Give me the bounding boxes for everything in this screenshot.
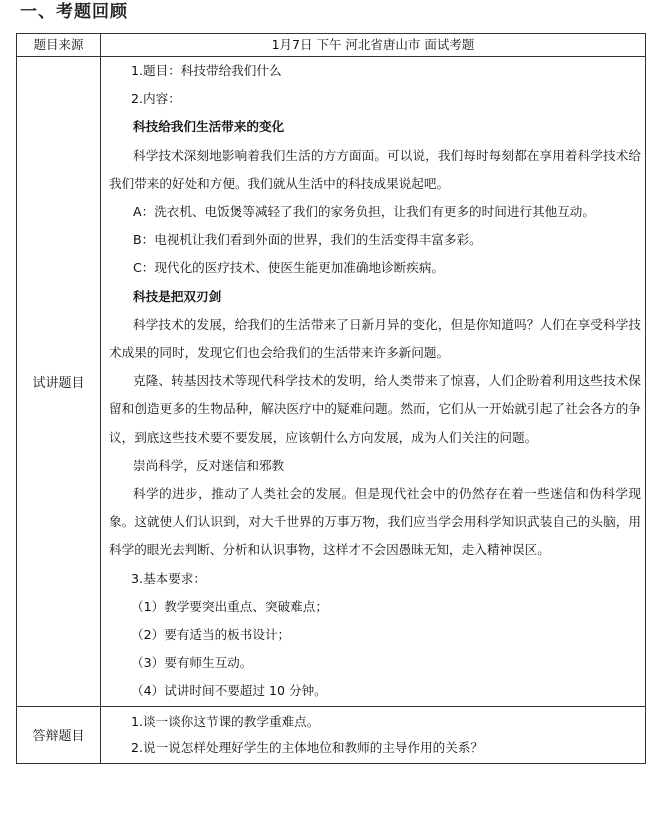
section-heading: 一、考题回顾: [20, 2, 128, 22]
exam-table: [16, 33, 646, 764]
content-paragraph-2: 科学技术的发展，给我们的生活带来了日新月异的变化，但是你知道吗？人们在享受科学技术成果的同时，发现它们也会给我们的生活带来许多新问题。: [109, 316, 641, 361]
source-value: 1月7日 下午 河北省唐山市 面试考题: [101, 34, 646, 57]
content-paragraph-3: 克隆、转基因技术等现代科学技术的发明，给人类带来了惊喜，人们企盼着利用这些技术保留和创造更多的生物品种，解决医疗中的疑难问题。然而，它们从一开始就引起了社会各方的争议，到底这些技术要不要发展，应该朝什么方向发展，成为人们关注的问题。: [109, 373, 641, 445]
content-point-a: A：洗衣机、电饭煲等减轻了我们的家务负担，让我们有更多的时间进行其他互动。: [133, 204, 595, 220]
defense-question-1: 1.谈一谈你这节课的教学重难点。: [131, 713, 320, 729]
content-heading-1: 科技给我们生活带来的变化: [133, 119, 285, 135]
content-heading-3: 崇尚科学，反对迷信和邪教: [133, 457, 285, 473]
source-label: 题目来源: [17, 34, 101, 57]
table-header-row: [17, 34, 646, 57]
content-paragraph-1: 科学技术深刻地影响着我们生活的方方面面。可以说，我们每时每刻都在享用着科学技术给我们带来的好处和方便。我们就从生活中的科技成果说起吧。: [109, 147, 641, 191]
lecture-item-3: 3.基本要求：: [131, 570, 206, 586]
content-point-b: B：电视机让我们看到外面的世界，我们的生活变得丰富多彩。: [133, 232, 482, 248]
content-point-c: C：现代化的医疗技术、使医生能更加准确地诊断疾病。: [133, 260, 445, 276]
lecture-item-2: 2.内容：: [131, 91, 181, 107]
lecture-label: 试讲题目: [17, 57, 101, 707]
content-paragraph-4: 科学的进步，推动了人类社会的发展。但是现代社会中的仍然存在着一些迷信和伪科学现象。这就使人们认识到，对大千世界的万事万物，我们应当学会用科学知识武装自己的头脑，用科学的眼光去判断、分析和认识事物，这样才不会因愚昧无知，走入精神误区。: [109, 486, 641, 558]
requirement-3: （3）要有师生互动。: [131, 655, 253, 671]
defense-label: 答辩题目: [17, 706, 101, 763]
defense-row: [17, 706, 646, 763]
defense-question-2: 2.说一说怎样处理好学生的主体地位和教师的主导作用的关系？: [131, 739, 484, 755]
defense-content: [101, 706, 646, 763]
lecture-item-1: 1.题目：科技带给我们什么: [131, 63, 282, 78]
requirement-2: （2）要有适当的板书设计；: [131, 627, 291, 643]
requirement-4: （4）试讲时间不要超过 10 分钟。: [131, 683, 327, 699]
lecture-content: [101, 57, 646, 707]
content-heading-2: 科技是把双刃剑: [133, 288, 222, 304]
requirement-1: （1）教学要突出重点、突破难点；: [131, 598, 328, 614]
lecture-row: [17, 57, 646, 707]
